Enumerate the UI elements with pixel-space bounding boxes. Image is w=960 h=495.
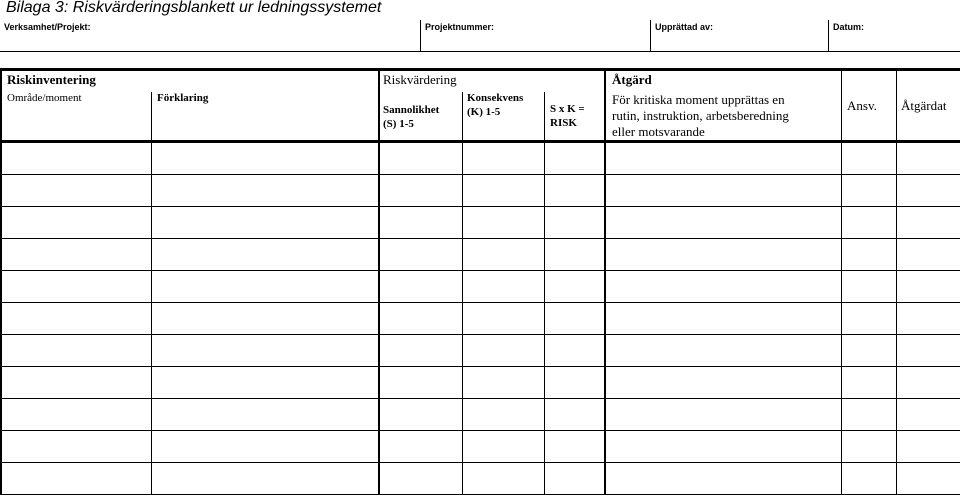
cell-atgard[interactable] (606, 143, 841, 174)
atgard-heading: Åtgärd (612, 72, 652, 87)
cell-konsekvens[interactable] (463, 239, 544, 270)
cell-ansv[interactable] (842, 271, 896, 302)
cell-risk[interactable] (545, 175, 604, 206)
cell-forklaring[interactable] (152, 399, 378, 430)
cell-risk[interactable] (545, 367, 604, 398)
cell-sannolikhet[interactable] (380, 303, 462, 334)
datum-input[interactable] (833, 34, 956, 48)
cell-forklaring[interactable] (152, 431, 378, 462)
cell-omrade[interactable] (2, 335, 151, 366)
cell-atgardat[interactable] (897, 207, 960, 238)
cell-omrade[interactable] (2, 399, 151, 430)
cell-omrade[interactable] (2, 367, 151, 398)
risk-header: RISK (550, 117, 577, 129)
verksamhet-input[interactable] (4, 34, 416, 48)
cell-risk[interactable] (545, 239, 604, 270)
cell-omrade[interactable] (2, 239, 151, 270)
cell-atgard[interactable] (606, 335, 841, 366)
cell-sannolikhet[interactable] (380, 399, 462, 430)
datum-label: Datum: (833, 22, 864, 32)
cell-ansv[interactable] (842, 143, 896, 174)
cell-ansv[interactable] (842, 399, 896, 430)
cell-konsekvens[interactable] (463, 271, 544, 302)
cell-risk[interactable] (545, 431, 604, 462)
cell-sannolikhet[interactable] (380, 143, 462, 174)
cell-konsekvens[interactable] (463, 367, 544, 398)
cell-atgard[interactable] (606, 175, 841, 206)
cell-konsekvens[interactable] (463, 143, 544, 174)
cell-atgard[interactable] (606, 367, 841, 398)
cell-atgardat[interactable] (897, 367, 960, 398)
projektnummer-input[interactable] (425, 34, 646, 48)
cell-sannolikhet[interactable] (380, 271, 462, 302)
cell-atgard[interactable] (606, 271, 841, 302)
cell-sannolikhet[interactable] (380, 239, 462, 270)
cell-atgardat[interactable] (897, 463, 960, 494)
cell-atgardat[interactable] (897, 399, 960, 430)
projektnummer-label: Projektnummer: (425, 22, 495, 32)
cell-omrade[interactable] (2, 431, 151, 462)
table-row (0, 431, 960, 463)
table-row (0, 271, 960, 303)
cell-sannolikhet[interactable] (380, 207, 462, 238)
table-row (0, 239, 960, 271)
cell-omrade[interactable] (2, 303, 151, 334)
cell-ansv[interactable] (842, 463, 896, 494)
cell-atgardat[interactable] (897, 271, 960, 302)
cell-ansv[interactable] (842, 175, 896, 206)
upprattad-label: Upprättad av: (655, 22, 714, 32)
cell-atgard[interactable] (606, 303, 841, 334)
cell-konsekvens[interactable] (463, 431, 544, 462)
cell-atgard[interactable] (606, 239, 841, 270)
cell-forklaring[interactable] (152, 335, 378, 366)
cell-ansv[interactable] (842, 303, 896, 334)
cell-atgardat[interactable] (897, 175, 960, 206)
meta-fields (0, 20, 960, 52)
cell-atgard[interactable] (606, 463, 841, 494)
cell-konsekvens[interactable] (463, 463, 544, 494)
table-row (0, 143, 960, 175)
cell-forklaring[interactable] (152, 271, 378, 302)
cell-atgardat[interactable] (897, 303, 960, 334)
cell-atgardat[interactable] (897, 143, 960, 174)
verksamhet-label: Verksamhet/Projekt: (4, 22, 91, 32)
konsekvens-scale: (K) 1-5 (467, 106, 501, 118)
cell-sannolikhet[interactable] (380, 431, 462, 462)
document-title: Bilaga 3: Riskvärderingsblankett ur ledningssystemet (6, 0, 382, 16)
cell-forklaring[interactable] (152, 463, 378, 494)
riskinventering-heading: Riskinventering (7, 72, 96, 87)
cell-atgard[interactable] (606, 399, 841, 430)
risk-formula-header: S x K = (550, 103, 585, 115)
sannolikhet-scale: (S) 1-5 (383, 118, 414, 130)
cell-atgardat[interactable] (897, 431, 960, 462)
sannolikhet-header: Sannolikhet (383, 104, 440, 116)
upprattad-input[interactable] (655, 34, 824, 48)
cell-konsekvens[interactable] (463, 207, 544, 238)
cell-ansv[interactable] (842, 239, 896, 270)
cell-ansv[interactable] (842, 335, 896, 366)
upprattad-field[interactable] (650, 20, 828, 52)
cell-risk[interactable] (545, 207, 604, 238)
cell-omrade[interactable] (2, 143, 151, 174)
cell-forklaring[interactable] (152, 367, 378, 398)
cell-risk[interactable] (545, 143, 604, 174)
atgard-description-line3: eller motsvarande (612, 124, 705, 139)
atgard-description-line2: rutin, instruktion, arbetsberedning (612, 108, 789, 123)
table-top-border (0, 68, 960, 71)
cell-sannolikhet[interactable] (380, 367, 462, 398)
projektnummer-field[interactable] (420, 20, 650, 52)
atgard-description-line1: För kritiska moment upprättas en (612, 92, 785, 107)
cell-omrade[interactable] (2, 271, 151, 302)
cell-konsekvens[interactable] (463, 175, 544, 206)
cell-ansv[interactable] (842, 367, 896, 398)
cell-sannolikhet[interactable] (380, 335, 462, 366)
table-row (0, 463, 960, 495)
cell-forklaring[interactable] (152, 239, 378, 270)
cell-ansv[interactable] (842, 207, 896, 238)
cell-omrade[interactable] (2, 175, 151, 206)
cell-sannolikhet[interactable] (380, 463, 462, 494)
cell-konsekvens[interactable] (463, 335, 544, 366)
omrade-header: Område/moment (7, 92, 82, 104)
table-row (0, 399, 960, 431)
cell-risk[interactable] (545, 335, 604, 366)
forklaring-header: Förklaring (157, 92, 209, 104)
table-row (0, 367, 960, 399)
datum-field[interactable] (828, 20, 960, 52)
cell-ansv[interactable] (842, 431, 896, 462)
cell-konsekvens[interactable] (463, 399, 544, 430)
cell-forklaring[interactable] (152, 207, 378, 238)
cell-sannolikhet[interactable] (380, 175, 462, 206)
cell-risk[interactable] (545, 399, 604, 430)
cell-risk[interactable] (545, 271, 604, 302)
cell-atgard[interactable] (606, 207, 841, 238)
riskvardering-heading: Riskvärdering (383, 72, 457, 87)
cell-atgard[interactable] (606, 431, 841, 462)
cell-konsekvens[interactable] (463, 303, 544, 334)
cell-risk[interactable] (545, 463, 604, 494)
cell-forklaring[interactable] (152, 303, 378, 334)
cell-risk[interactable] (545, 303, 604, 334)
table-row (0, 207, 960, 239)
cell-forklaring[interactable] (152, 143, 378, 174)
table-row (0, 335, 960, 367)
table-row (0, 175, 960, 207)
konsekvens-header: Konsekvens (467, 92, 524, 104)
ansv-header: Ansv. (847, 98, 877, 113)
atgardat-header: Åtgärdat (901, 98, 947, 113)
cell-atgardat[interactable] (897, 335, 960, 366)
table-row (0, 303, 960, 335)
cell-atgardat[interactable] (897, 239, 960, 270)
cell-omrade[interactable] (2, 463, 151, 494)
cell-omrade[interactable] (2, 207, 151, 238)
verksamhet-field[interactable] (0, 20, 420, 52)
cell-forklaring[interactable] (152, 175, 378, 206)
